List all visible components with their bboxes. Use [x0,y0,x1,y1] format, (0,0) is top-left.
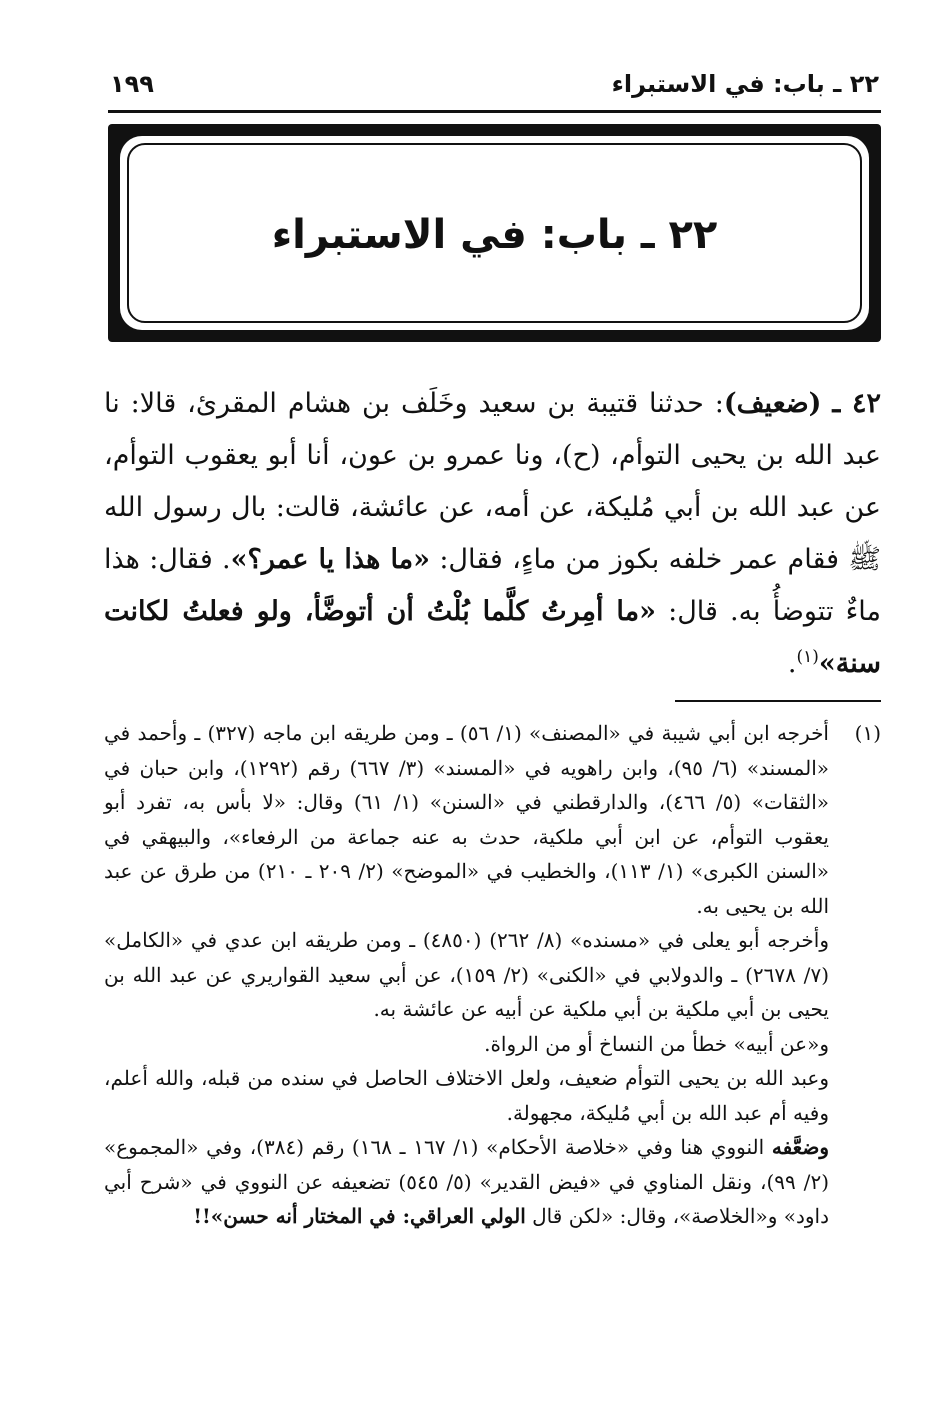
page-number: ١٩٩ [110,70,154,98]
chapter-title: ٢٢ ـ باب: في الاستبراء [271,212,718,258]
running-header [110,62,879,106]
footnote-reference[interactable]: (١) [796,647,819,667]
header-rule [108,110,881,113]
footnote-paragraph [104,1130,829,1234]
hadith-narration: . فقال: هذا ماءٌ تتوضأُ به. قال: [104,544,881,627]
hadith-chain: : حدثنا قتيبة بن سعيد وخَلَف بن هشام المقرئ، قالا: نا عبد الله بن يحيى التوأم، (ح)، ونا عمرو بن عون، أنا أبو يعقوب التوأم، عن عبد الله بن أبي مُليكة، عن أمه، عن عائشة، قالت: بال رسول الله ﷺ فقام عمر خلفه بكوز من ماءٍ، فقال: [104,388,881,575]
hadith-quote-2: «ما أمِرتُ كلَّما بُلْتُ أن أتوضَّأ، ولو فعلتُ لكانت سنة» [104,596,881,679]
footnote-bold-lead: وضعَّفه [771,1135,829,1159]
chapter-title-frame [108,124,881,342]
hadith-end: . [787,648,797,679]
hadith-quote-1: «ما هذا يا عمر؟» [230,544,431,575]
footnote [104,716,881,1234]
hadith-number: ٤٢ ـ [832,388,881,419]
footnote-paragraph: وعبد الله بن يحيى التوأم ضعيف، ولعل الاختلاف الحاصل في سنده من قبله، والله أعلم، وفيه أم عبد الله بن أبي مُليكة، مجهولة. [104,1066,829,1125]
footnote-paragraph: وأخرجه أبو يعلى في «مسنده» (٨/ ٢٦٢) (٤٨٥٠) ـ ومن طريقه ابن عدي في «الكامل» (٧/ ٢٦٧٨) ـ والدولابي في «الكنى» (٢/ ١٥٩)، عن أبي سعيد القواريري عن عبد الله بن يحيى بن أبي ملكية بن أبي ملكية عن أبيه عن عائشة به. [104,928,829,1021]
footnote-separator [675,700,881,702]
hadith-text [104,378,881,690]
footnote-paragraph: و«عن أبيه» خطأ من النساخ أو من الرواة. [484,1031,829,1056]
footnote-body [104,716,829,1234]
footnote-paragraph: أخرجه ابن أبي شيبة في «المصنف» (١/ ٥٦) ـ ومن طريقه ابن ماجه (٣٢٧) ـ وأحمد في «المسند» (٦/ ٩٥)، وابن راهويه في «المسند» (٣/ ٦٦٧) رقم (١٢٩٢)، وابن حبان في «الثقات» (٥/ ٤٦٦)، والدارقطني في «السنن» (١/ ٦١) وقال: «لا بأس به، تفرد أبو يعقوب التوأم، عن ابن أبي ملكية، حدث به عنه جماعة من الرفعاء»، والبيهقي في «السنن الكبرى» (١/ ١١٣)، والخطيب في «الموضح» (٢/ ٢٠٩ ـ ٢١٠) من طرق عن عبد الله بن يحيى به. [104,721,830,918]
footnote-bold-tail: الولي العراقي: في المختار أنه حسن»!! [193,1204,526,1228]
footnote-text: النووي هنا وفي «خلاصة الأحكام» (١/ ١٦٧ ـ ١٦٨) رقم (٣٨٤)، وفي «المجموع» (٢/ ٩٩)، ونقل المناوي في «فيض القدير» (٥/ ٥٤٥) تضعيفه عن النووي في «شرح أبي داود» و«الخلاصة»، وقال: «لكن قال [104,1135,829,1228]
hadith-grade: (ضعيف) [723,388,822,419]
footnote-marker: (١) [854,721,881,745]
running-chapter-title: ٢٢ ـ باب: في الاستبراء [611,70,879,98]
